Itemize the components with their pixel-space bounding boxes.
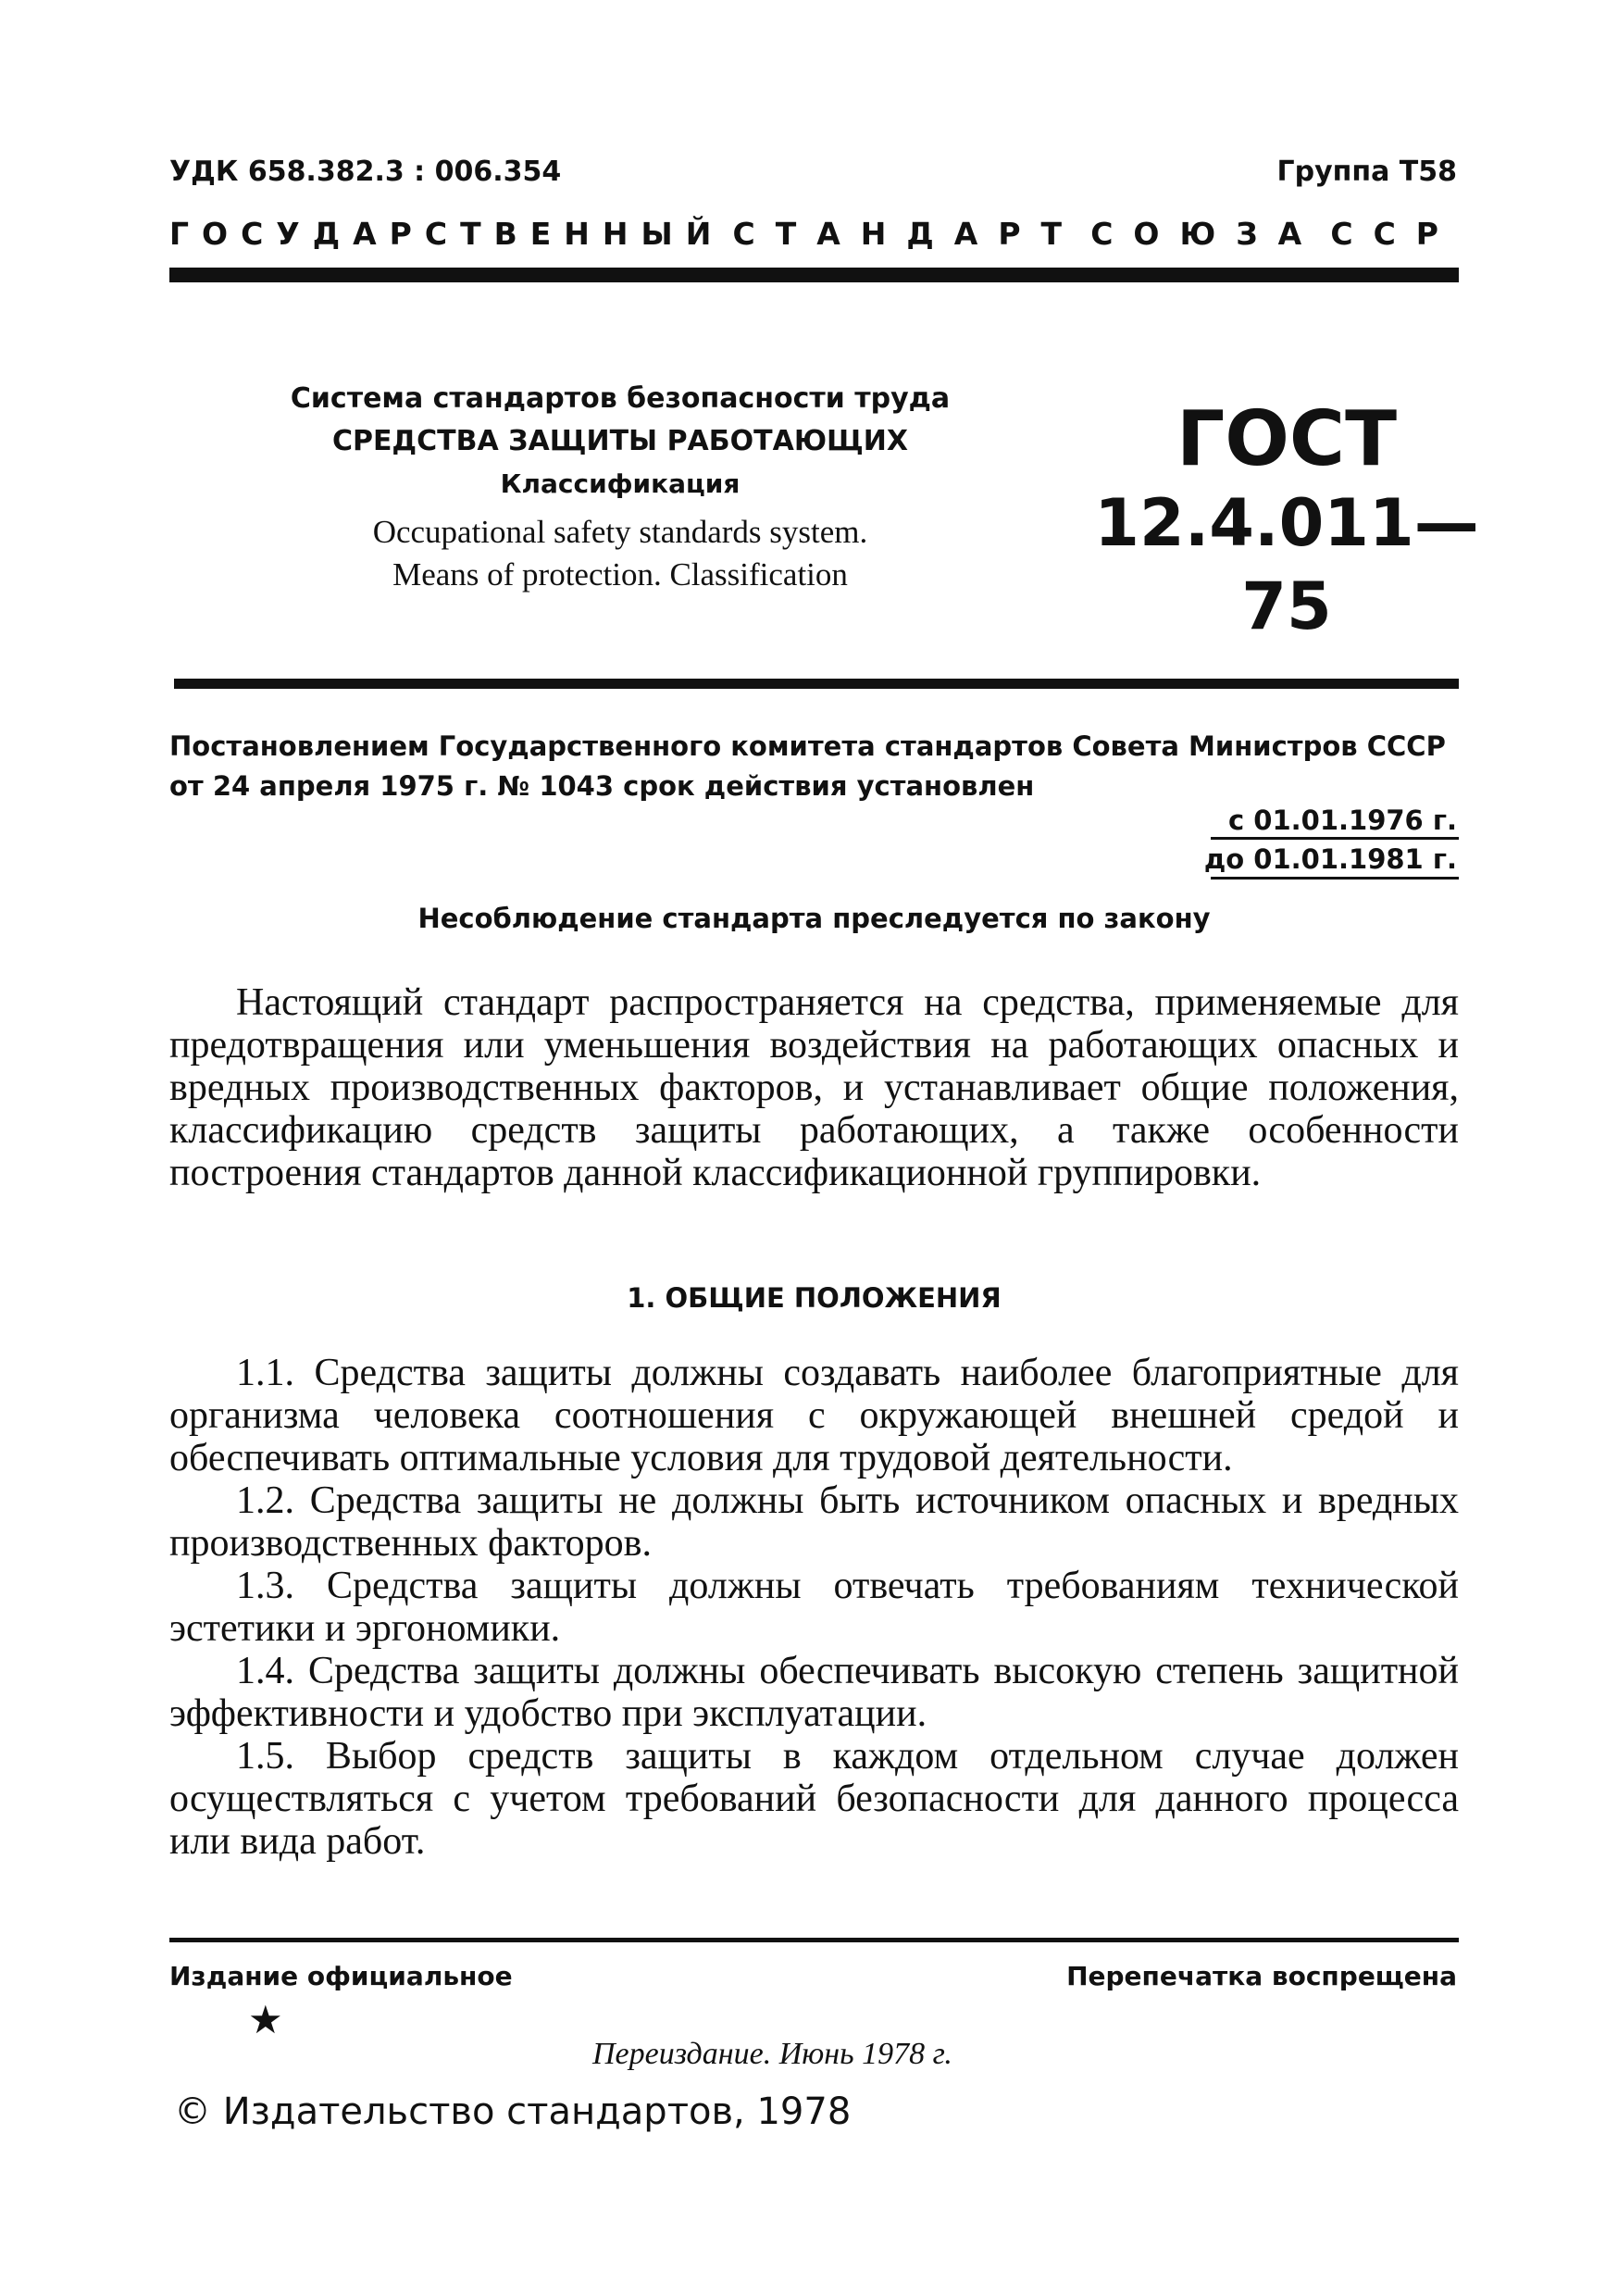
standard-heading-word: ГОСУДАРСТВЕННЫЙ	[169, 216, 725, 252]
section-item: 1.2. Средства защиты не должны быть источником опасных и вредных производственных факторов.	[169, 1479, 1459, 1565]
section-item: 1.3. Средства защиты должны отвечать требованиям технической эстетики и эргономики.	[169, 1565, 1459, 1650]
intro-paragraph	[169, 981, 1459, 1194]
section-title: 1. ОБЩИЕ ПОЛОЖЕНИЯ	[627, 1282, 1002, 1314]
section-item: 1.4. Средства защиты должны обеспечивать высокую степень защитной эффективности и удобство при эксплуатации.	[169, 1650, 1459, 1735]
top-rule	[169, 268, 1459, 282]
valid-to-underline	[1211, 877, 1459, 880]
official-edition: Издание официальное	[169, 1961, 513, 1991]
bottom-rule	[169, 1938, 1459, 1942]
middle-rule	[174, 679, 1459, 689]
no-reprint-notice: Перепечатка воспрещена	[1066, 1961, 1457, 1991]
subject-title: СРЕДСТВА ЗАЩИТЫ РАБОТАЮЩИХ	[331, 425, 909, 457]
decree-line2: от 24 апреля 1975 г. № 1043 срок действия установлен	[169, 770, 1035, 802]
decree-text	[169, 727, 1459, 806]
decree-line1: Постановлением Государственного комитета стандартов Совета Министров СССР	[169, 730, 1446, 762]
star-icon: ★	[248, 1997, 283, 2042]
system-title: Система стандартов безопасности труда	[290, 382, 951, 415]
title-block	[278, 378, 963, 596]
udk-code: УДК 658.382.3 : 006.354	[169, 156, 562, 188]
standard-heading	[169, 216, 1459, 252]
reissue-note: Переиздание. Июнь 1978 г.	[592, 2037, 952, 2071]
valid-to: до 01.01.1981 г.	[1203, 843, 1457, 875]
section-item: 1.1. Средства защиты должны создавать наиболее благоприятные для организма человека соотношения с окружающей внешней средой и обеспечивать оптимальные условия для трудовой деятельности.	[169, 1352, 1459, 1479]
standard-heading-word: ССР	[1330, 216, 1459, 252]
standard-heading-word: СТАНДАРТ	[732, 216, 1083, 252]
group-code: Группа Т58	[1276, 156, 1457, 188]
valid-from-underline	[1211, 837, 1459, 840]
english-title-line1: Occupational safety standards system.	[372, 514, 868, 550]
english-title-line2: Means of protection. Classification	[392, 556, 848, 593]
gost-label: ГОСТ	[1176, 395, 1398, 483]
gost-number: 12.4.011—75	[1094, 485, 1479, 644]
section-items	[169, 1352, 1459, 1863]
section-item: 1.5. Выбор средств защиты в каждом отдельном случае должен осуществляться с учетом требований безопасности для данного процесса или вида работ.	[169, 1735, 1459, 1863]
standard-heading-word: СОЮЗА	[1090, 216, 1323, 252]
copyright-notice: © Издательство стандартов, 1978	[174, 2090, 852, 2133]
kind-title: Классификация	[500, 468, 741, 499]
penalty-notice: Несоблюдение стандарта преследуется по закону	[417, 903, 1211, 934]
intro-text: Настоящий стандарт распространяется на средства, применяемые для предотвращения или уменьшения воздействия на работающих опасных и вредных производственных факторов, и устанавливает общие положения, классификацию средств защиты работающих, а также особенности построения стандартов данной классификационной группировки.	[169, 981, 1459, 1194]
valid-from: с 01.01.1976 г.	[1227, 805, 1457, 836]
